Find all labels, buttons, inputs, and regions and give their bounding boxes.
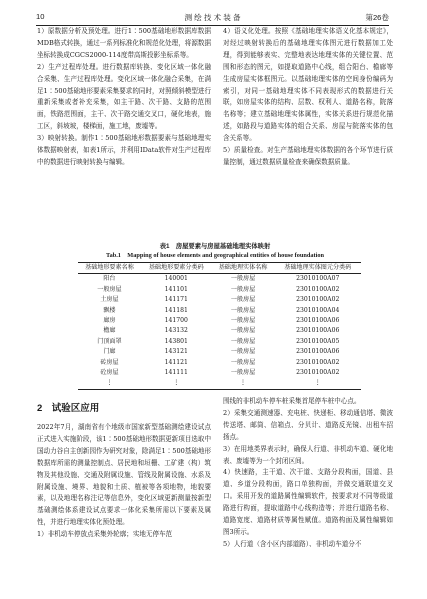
table-cell: 一般房屋 [230, 285, 256, 293]
journal-title: 测 绘 技 术 装 备 [184, 13, 241, 22]
table-cell: 143801 [164, 337, 188, 345]
mapping-table [78, 262, 361, 390]
table-cell: 23010100A06 [296, 348, 340, 356]
paragraph: 围线的非机动车停车桩采集首尾停车桩中心点。 [223, 397, 361, 405]
paragraph: 3）映射转换。制作1∶500基础地形数据要素与基础地理实体数据映射表，如表1所示，并利用IData软件对生产过程库中的数据进行映射转换与编辑。 [37, 134, 211, 166]
table-row [78, 358, 361, 368]
table-row [78, 337, 361, 347]
paragraph: 2）采集交通测速器、充电桩、快递柜、移动通信塔、微波传送塔、邮筒、信箱点、分贝计、道路反光镜、出租车招扬点。 [223, 408, 393, 441]
table-row [78, 285, 361, 295]
table-cell: 23010100A02 [296, 369, 340, 377]
table-row [78, 274, 361, 285]
table-cell: 土房屋 [100, 296, 119, 304]
running-header [36, 12, 389, 24]
table-cell: 141171 [164, 296, 188, 304]
table-cell: ⋮ [106, 379, 113, 387]
paragraph: 2022年7月，湖南省有个地级市国家新型基础测绘建设试点正式进入实施阶段，该1∶500基础地形数据更新项目选取中国动力谷自主创新园作为研究对象，除满足1∶500基础地形数据库所需的测量控制点、居民地和垣栅、工矿建（构）筑物及其他设施、交通及附属设施、管线及附属设施、水系及附属设施、境界、地貌和土质、植被等各项地物，地貌要素，以及地理名称注记等信息外，变化区域更新测量按新型基础测绘体系建设试点要求一体化采集所需以下要素及属性，并进行地理实体化预处理。 [37, 423, 211, 527]
table-row [78, 316, 361, 326]
table-cell: 一般房屋 [97, 285, 122, 293]
column-header: 基础地理实体图元分类码 [284, 264, 352, 271]
table-row [78, 347, 361, 357]
table-cell: ⋮ [314, 379, 321, 387]
table-cell: 23010100A07 [296, 275, 340, 283]
table-cell: 23010100A02 [296, 285, 340, 293]
table-cell: 23010100A05 [296, 337, 340, 345]
table-cell: 23010100A06 [296, 327, 340, 335]
table-cell: 141121 [164, 358, 188, 366]
table-cell: 141101 [164, 285, 188, 293]
table-cell: 141111 [164, 369, 188, 377]
table-caption-en: Tab.1 Mapping of house elements and geographical entities of house foundation [105, 252, 325, 259]
table-row [78, 306, 361, 316]
table-cell: 一般房屋 [230, 327, 256, 335]
table-header-row [78, 263, 361, 274]
table-cell: 23010100A02 [296, 358, 340, 366]
table-cell: 廊房 [103, 317, 116, 325]
table-cell: 一般房屋 [230, 306, 256, 314]
table-cell: 一般房屋 [230, 317, 256, 325]
table-cell: 檐廊 [103, 327, 116, 335]
table-cell: ⋮ [173, 379, 180, 387]
column-header: 基础地理实体名称 [218, 264, 268, 271]
column-header: 基础地形要素名称 [85, 264, 134, 271]
table-cell: 140001 [164, 275, 188, 283]
column-header: 基础地形要素分类码 [148, 264, 204, 271]
left-column-bottom [37, 422, 211, 541]
table-caption-cn: 表1 房屋要素与房屋基础地理实体映射 [159, 243, 271, 250]
table-cell: 141700 [164, 317, 188, 325]
table-cell: 一般房屋 [230, 348, 256, 356]
table-row [78, 326, 361, 336]
paragraph: 4）快速路，主干道、次干道、支路分段构面，国道、县道、乡道分段构面，路口单独构面，并做交通联道交叉口。采用开发的道路属性编辑软件，按要求对不同等级道路进行构面，提取道路中心线构造等；并进行道路名称、道路宽度、道路材质等属性赋值。道路构面及属性编辑如图3所示。 [223, 468, 393, 536]
table-cell: 23010100A04 [296, 306, 340, 314]
table-cell: 砖房屋 [100, 358, 119, 366]
paragraph: 5）人行道（含小区内部道路）、非机动车道分不 [223, 539, 362, 548]
table-cell: 143121 [164, 348, 188, 356]
right-column-top [223, 26, 393, 169]
paragraph: 1）原数据分析及预处理。进行1∶500基础地形数据库数据MDB格式转换，通过一系列标准化和规范化处理，将源数据坐标转换成CGCS2000-114度带高斯投影坐标系等。 [37, 27, 211, 59]
table-cell: 143132 [164, 327, 188, 335]
left-column-top [37, 26, 211, 169]
table-cell: 一般房屋 [230, 369, 256, 377]
table-cell: 阳台 [103, 275, 116, 283]
table-cell: 门顶面罩 [97, 337, 122, 345]
table-row [78, 295, 361, 305]
table-cell: 砼房屋 [100, 369, 119, 377]
right-column-bottom [223, 396, 393, 551]
table-row [78, 378, 361, 389]
paragraph: 2）生产过程库处理。进行数据库转换、变化区域一体化融合采集、生产过程库处理。变化区域一体化融合采集，在满足1∶500基础地形要素采集要求的同时，对照倾斜模型进行重新采集或者补充采集，如主干路、次干路、支路的范围面，铁路范围面，主干、次干路交通交叉口，硬化地表，施工区，斜坡坡，楼梯面，施工地，废墟等。 [37, 62, 211, 131]
paragraph: 4）语义化处理。按照《基础地理实体语义化基本规定》，对经过映射转换后的基础地理实体图元进行数据加工处理，得到能够表实、完整地表达地理实体的关键位置、范围和形态的图元，如提取道路中心线，组合阳台、檐廊等生成房屋实体框图元。以基础地理实体的空间身份编码为索引，对同一基础地理实体不同表现形式的数据进行关联，如房屋实体的结构、层数、权利人、道路名称，院落名称等；建立基础地理实体属性，实体关系进行规范化描述，如路段与道路实体的组合关系、房屋与院落实体的包含关系等。 [223, 27, 393, 143]
table-cell: 23010100A06 [296, 317, 340, 325]
paragraph: 1）非机动车停放点采集外轮廓；实地无停车范 [37, 530, 173, 539]
paragraph: 5）质量检查。对生产基础地理实体数据的各个环节进行质量控制，通过数据质量检查来确保数据质量。 [223, 146, 393, 166]
table-cell: 一般房屋 [230, 275, 256, 283]
table-cell: 一般房屋 [230, 296, 256, 304]
table-cell: 141181 [164, 306, 188, 314]
table-cell: 飘楼 [103, 306, 116, 314]
page-number: 10 [36, 12, 45, 21]
table-cell: 一般房屋 [230, 337, 256, 345]
table-row [78, 368, 361, 378]
paragraph: 3）在用地类界表示时，确保人行道、非机动车道、硬化地表、废墟等为一个封闭区间。 [223, 444, 393, 465]
table-cell: 门廊 [103, 348, 116, 356]
section-heading: 2 试验区应用 [37, 403, 100, 414]
table-cell: ⋮ [240, 379, 247, 387]
volume-label: 第26卷 [365, 13, 389, 22]
table-cell: 23010100A02 [296, 296, 340, 304]
table-cell: 一般房屋 [230, 358, 256, 366]
